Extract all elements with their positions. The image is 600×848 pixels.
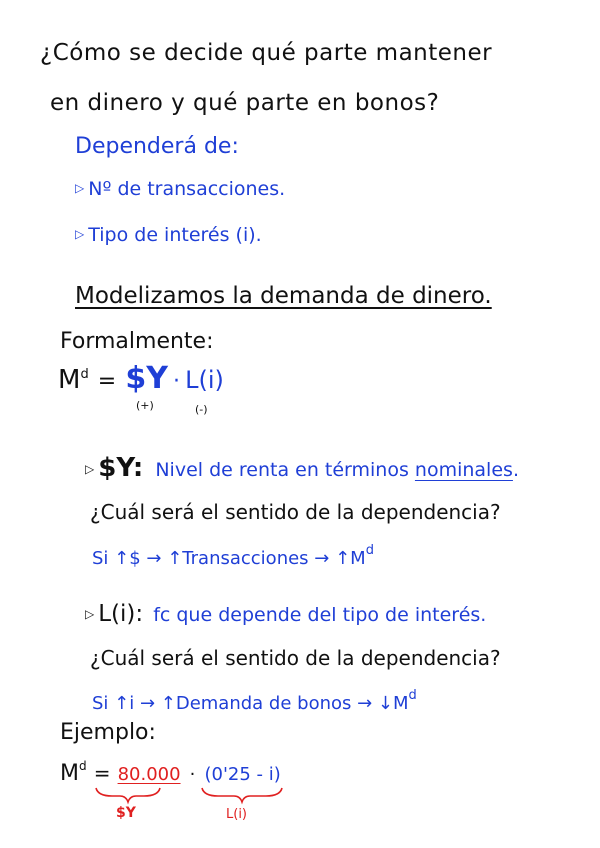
sy-answer xyxy=(92,544,374,568)
depends-item-1-text: Nº de transacciones. xyxy=(88,178,286,200)
example-md: M xyxy=(60,761,79,786)
formula-md-sup: d xyxy=(80,367,89,382)
model-heading-text: Modelizamos la demanda de dinero. xyxy=(75,283,492,309)
example-factor: (0'25 - i) xyxy=(204,764,281,785)
example-label-y: $Y xyxy=(116,805,136,821)
sy-desc-underlined: nominales xyxy=(414,459,513,481)
sy-answer-text: Si ↑$ → ↑Transacciones → ↑M xyxy=(92,548,366,569)
sy-answer-sup: d xyxy=(365,543,374,558)
sy-question: ¿Cuál será el sentido de la dependencia? xyxy=(90,500,501,524)
li-answer-text: Si ↑i → ↑Demanda de bonos → ↓M xyxy=(92,693,409,714)
triangle-bullet-icon: ▷ xyxy=(85,607,95,621)
formula-dot: · xyxy=(173,369,181,394)
li-term: L(i): xyxy=(98,601,144,627)
formula-sign-y: (+) xyxy=(136,399,154,412)
formula-y: $Y xyxy=(125,361,168,396)
sy-desc-end: . xyxy=(512,459,519,481)
example-formula xyxy=(60,760,360,830)
money-demand-formula xyxy=(58,361,224,416)
model-heading xyxy=(75,285,492,308)
depends-title: Dependerá de: xyxy=(75,134,239,159)
depends-item-2 xyxy=(75,226,262,245)
li-definition xyxy=(85,603,486,626)
question-line-2: en dinero y qué parte en bonos? xyxy=(50,90,440,116)
triangle-bullet-icon: ▷ xyxy=(85,462,95,476)
red-brace-icon xyxy=(202,788,282,802)
triangle-bullet-icon: ▷ xyxy=(75,181,85,195)
formula-l: L(i) xyxy=(185,366,224,394)
question-line-1: ¿Cómo se decide qué parte mantener xyxy=(40,40,493,66)
example-dot: · xyxy=(189,764,196,785)
example-label-l: L(i) xyxy=(226,807,247,822)
triangle-bullet-icon: ▷ xyxy=(75,227,85,241)
li-answer xyxy=(92,689,417,713)
sy-desc: Nivel de renta en términos xyxy=(155,459,409,481)
sy-definition xyxy=(85,455,519,481)
red-brace-icon xyxy=(96,788,160,802)
example-md-sup: d xyxy=(78,759,87,773)
formal-label: Formalmente: xyxy=(60,329,214,354)
formula-eq: = xyxy=(97,369,117,394)
formula-md: M xyxy=(58,365,81,395)
formula-sign-l: (-) xyxy=(195,403,208,416)
example-value: 80.000 xyxy=(117,764,181,785)
sy-term: $Y: xyxy=(98,453,144,483)
example-eq: = xyxy=(93,761,111,785)
li-answer-sup: d xyxy=(408,688,417,703)
li-question: ¿Cuál será el sentido de la dependencia? xyxy=(90,646,501,670)
example-label: Ejemplo: xyxy=(60,720,156,745)
depends-item-1 xyxy=(75,180,285,199)
depends-item-2-text: Tipo de interés (i). xyxy=(88,224,262,246)
li-desc: fc que depende del tipo de interés. xyxy=(153,604,487,626)
